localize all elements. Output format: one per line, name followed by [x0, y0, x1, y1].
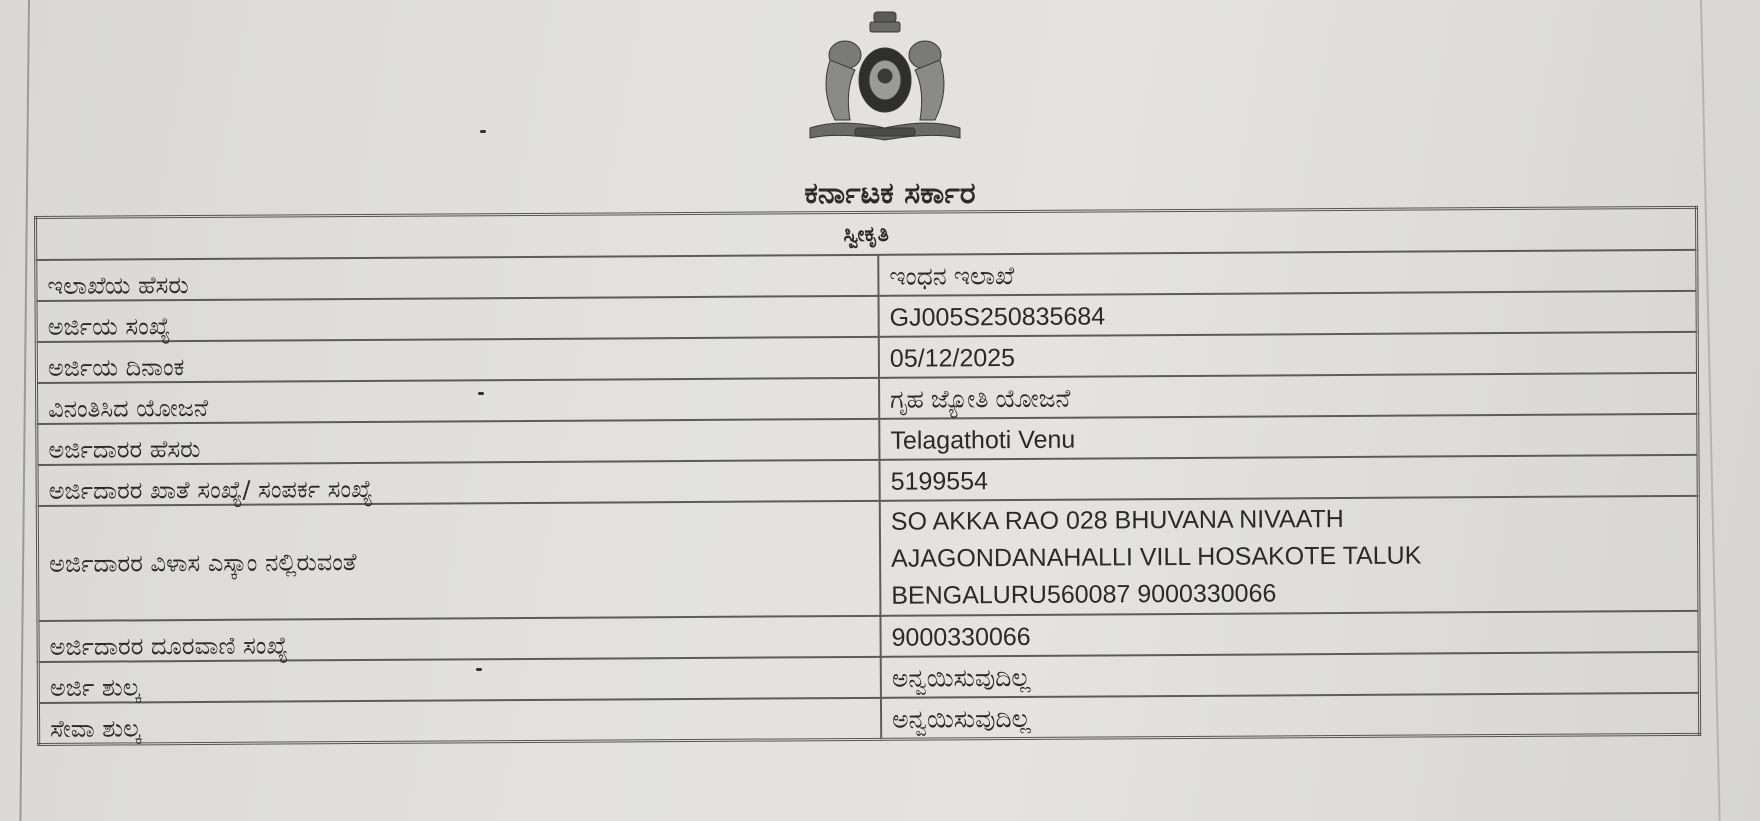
acknowledgement-table	[34, 206, 1701, 746]
applicant-name-label: ಅರ್ಜಿದಾರರ ಹೆಸರು	[37, 419, 880, 465]
paper-edge-left	[19, 0, 30, 821]
department-name-value: ಇಂಧನ ಇಲಾಖೆ	[878, 250, 1697, 296]
application-fee-value: ಅನ್ವಯಿಸುವುದಿಲ್ಲ	[881, 652, 1700, 698]
application-date-label: ಅರ್ಜಿಯ ದಿನಾಂಕ	[36, 337, 879, 383]
application-number-label: ಅರ್ಜಿಯ ಸಂಖ್ಯೆ	[36, 296, 879, 342]
service-fee-label: ಸೇವಾ ಶುಲ್ಕ	[38, 698, 881, 745]
account-number-label: ಅರ್ಜಿದಾರರ ಖಾತೆ ಸಂಖ್ಯೆ/ ಸಂಪರ್ಕ ಸಂಖ್ಯೆ	[37, 460, 880, 506]
application-number-value: GJ005S250835684	[879, 291, 1698, 337]
address-line-1: SO AKKA RAO 028 BHUVANA NIVAATH	[890, 505, 1344, 536]
phone-number-value: 9000330066	[880, 611, 1699, 657]
paper-edge-right	[1700, 0, 1721, 821]
service-fee-value: ಅನ್ವಯಿಸುವುದಿಲ್ಲ	[881, 693, 1700, 739]
application-fee-label: ಅರ್ಜಿ ಶುಲ್ಕ	[38, 657, 881, 703]
application-date-value: 05/12/2025	[879, 332, 1698, 378]
table-row	[38, 693, 1699, 745]
applicant-name-value: Telagathoti Venu	[879, 414, 1698, 460]
table-heading: ಸ್ವೀಕೃತಿ	[36, 207, 1697, 260]
table-row	[37, 496, 1699, 621]
address-line-2: AJAGONDANAHALLI VILL HOSAKOTE TALUK	[891, 541, 1422, 573]
requested-scheme-value: ಗೃಹ ಜ್ಯೋತಿ ಯೋಜನೆ	[879, 373, 1698, 419]
address-line-3: BENGALURU560087 9000330066	[891, 579, 1277, 610]
government-title: ಕರ್ನಾಟಕ ಸರ್ಕಾರ	[804, 176, 976, 211]
print-speck	[480, 130, 486, 133]
karnataka-emblem-icon	[800, 10, 970, 150]
applicant-address-label: ಅರ್ಜಿದಾರರ ವಿಳಾಸ ಎಸ್ಕಾಂ ನಲ್ಲಿರುವಂತೆ	[37, 501, 880, 621]
department-name-label: ಇಲಾಖೆಯ ಹೆಸರು	[36, 255, 879, 301]
account-number-value: 5199554	[880, 455, 1699, 501]
phone-number-label: ಅರ್ಜಿದಾರರ ದೂರವಾಣಿ ಸಂಖ್ಯೆ	[38, 616, 881, 662]
requested-scheme-label: ವಿನಂತಿಸಿದ ಯೋಜನೆ	[37, 378, 880, 424]
applicant-address-value	[880, 496, 1699, 616]
